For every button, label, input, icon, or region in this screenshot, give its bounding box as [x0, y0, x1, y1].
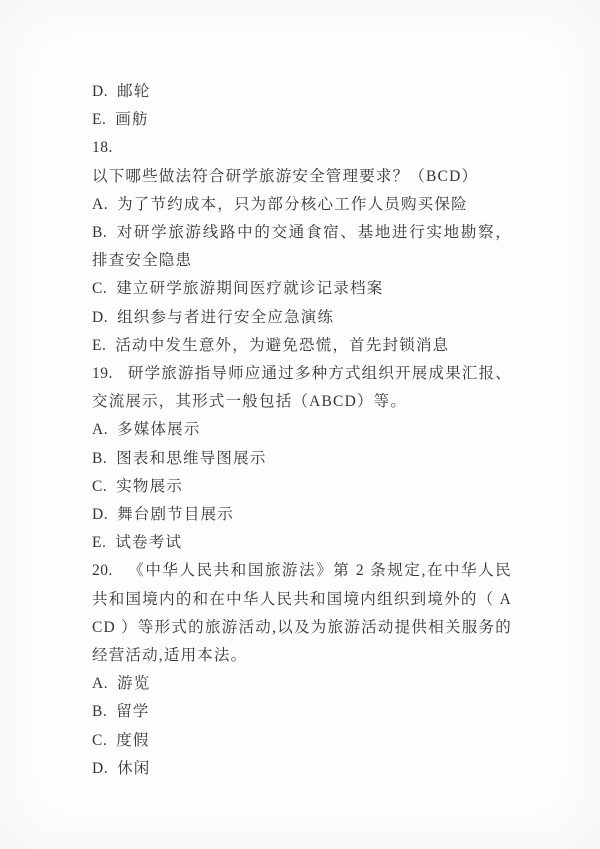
question-option: [92, 529, 512, 557]
question-option: [92, 698, 512, 726]
carryover-option: [92, 78, 512, 106]
stem-text: 研学旅游指导师应通过多种方式组织开展成果汇报、交流展示，其形式一般包括（ABCD）等。: [92, 365, 512, 411]
option-text: 组织参与者进行安全应急演练: [117, 308, 335, 326]
question-number: 19.: [92, 365, 113, 383]
question-option: [92, 501, 512, 529]
question-stem: [92, 134, 512, 190]
question-option: [92, 445, 512, 473]
option-text: 活动中发生意外，为避免恐慌，首先封锁消息: [115, 336, 450, 354]
question-stem: [92, 360, 512, 416]
question-option: [92, 727, 512, 755]
question-option: [92, 416, 512, 444]
option-label: A.: [92, 675, 109, 693]
question-option: [92, 755, 512, 783]
option-text: 对研学旅游线路中的交通食宿、基地进行实地勘察，排查安全隐患: [92, 224, 512, 270]
option-text: 画舫: [115, 111, 149, 129]
question-option: [92, 275, 512, 303]
option-label: A.: [92, 421, 109, 439]
option-label: B.: [92, 449, 108, 467]
option-label: B.: [92, 703, 108, 721]
question-option: [92, 670, 512, 698]
option-label: E.: [92, 111, 107, 129]
option-label: E.: [92, 534, 107, 552]
option-text: 休闲: [117, 759, 151, 777]
option-text: 游览: [117, 675, 151, 693]
question-option: [92, 191, 512, 219]
option-text: 度假: [116, 731, 150, 749]
question-option: [92, 473, 512, 501]
option-label: C.: [92, 477, 108, 495]
option-text: 邮轮: [117, 83, 151, 100]
option-text: 建立研学旅游期间医疗就诊记录档案: [116, 280, 384, 298]
option-label: D.: [92, 759, 109, 777]
option-text: 为了节约成本，只为部分核心工作人员购买保险: [117, 195, 468, 213]
option-text: 图表和思维导图展示: [116, 449, 267, 467]
option-label: C.: [92, 731, 108, 749]
option-label: D.: [92, 506, 109, 524]
option-text: 多媒体展示: [117, 421, 201, 439]
option-label: D.: [92, 83, 109, 100]
option-label: C.: [92, 280, 108, 298]
option-text: 实物展示: [116, 477, 184, 495]
option-text: 留学: [116, 703, 150, 721]
question-option: [92, 304, 512, 332]
option-label: E.: [92, 336, 107, 354]
question-option: [92, 219, 512, 275]
option-label: D.: [92, 308, 109, 326]
question-option: [92, 332, 512, 360]
stem-text: 以下哪些做法符合研学旅游安全管理要求？（BCD）: [92, 167, 479, 185]
option-text: 试卷考试: [115, 534, 183, 552]
question-number: 18.: [92, 139, 113, 157]
option-text: 舞台剧节目展示: [117, 506, 234, 524]
carryover-option: [92, 106, 512, 134]
question-stem: [92, 557, 512, 670]
option-label: A.: [92, 195, 109, 213]
option-label: B.: [92, 224, 108, 242]
stem-text: 《中华人民共和国旅游法》第 2 条规定,在中华人民共和国境内的和在中华人民共和国境内组织到境外的（ ACD ）等形式的旅游活动,以及为旅游活动提供相关服务的经营活动,适用本法。: [92, 562, 512, 665]
question-number: 20.: [92, 562, 113, 580]
